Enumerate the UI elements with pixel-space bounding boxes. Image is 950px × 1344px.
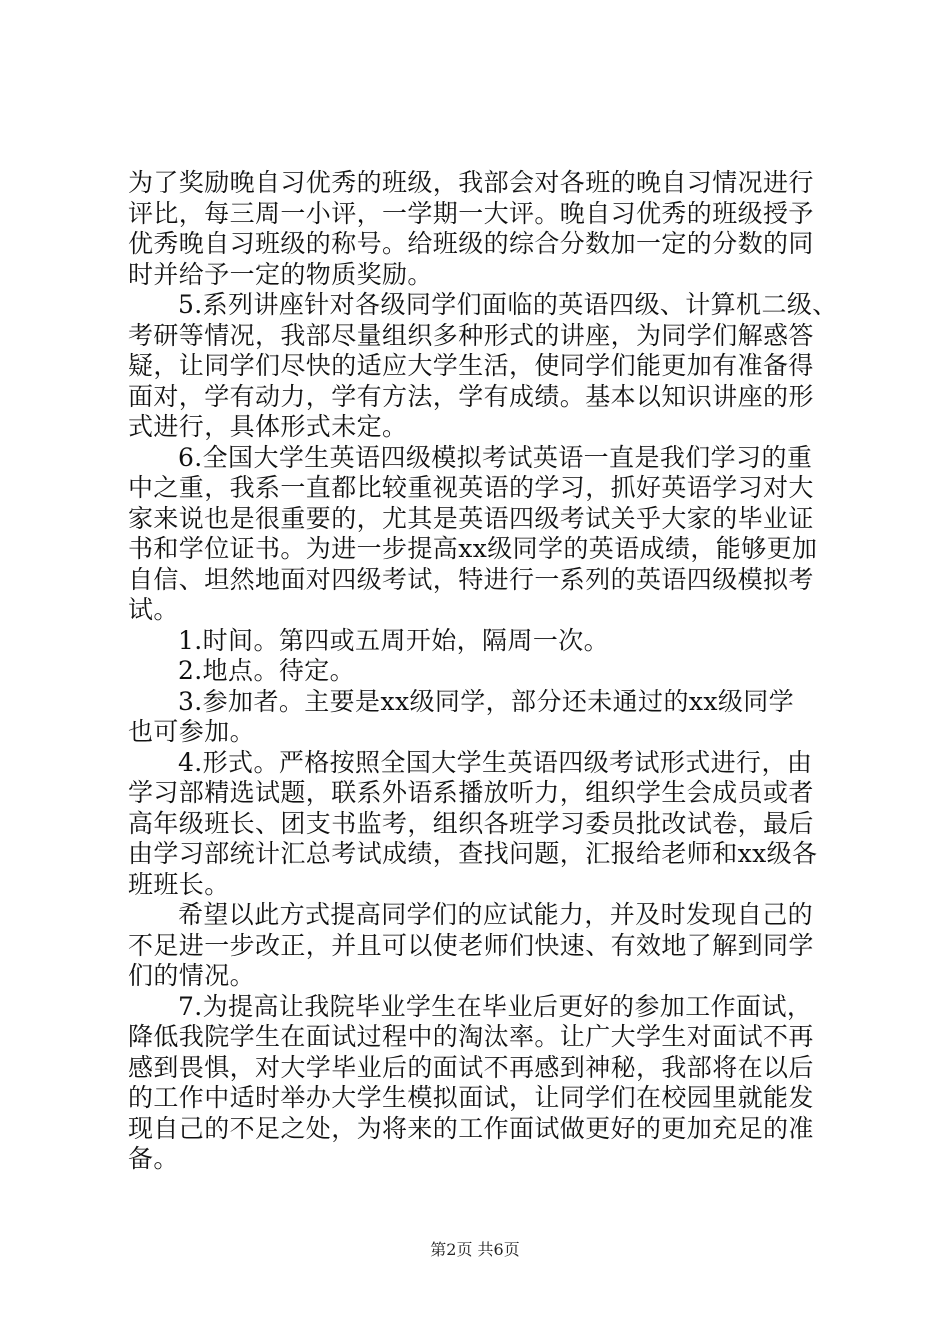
- text-line: 的工作中适时举办大学生模拟面试，让同学们在校园里就能发: [128, 1083, 814, 1112]
- text-line: 面对，学有动力，学有方法，学有成绩。基本以知识讲座的形: [128, 381, 814, 411]
- text-line: 由学习部统计汇总考试成绩，查找问题，汇报给老师和xx级各: [128, 839, 818, 868]
- text-line: 3.参加者。主要是xx级同学，部分还未通过的xx级同学: [178, 686, 795, 716]
- text-line: 6.全国大学生英语四级模拟考试英语一直是我们学习的重: [178, 442, 813, 472]
- text-line: 4.形式。严格按照全国大学生英语四级考试形式进行，由: [178, 747, 813, 777]
- text-line: 2.地点。待定。: [178, 656, 356, 685]
- text-line: 高年级班长、团支书监考，组织各班学习委员批改试卷，最后: [128, 808, 814, 838]
- text-line: 降低我院学生在面试过程中的淘汰率。让广大学生对面试不再: [128, 1022, 814, 1051]
- page-footer: 第2页 共6页: [430, 1240, 520, 1259]
- text-line: 1.时间。第四或五周开始，隔周一次。: [178, 625, 610, 655]
- text-line: 评比，每三周一小评，一学期一大评。晚自习优秀的班级授予: [128, 198, 814, 228]
- text-line: 优秀晚自习班级的称号。给班级的综合分数加一定的分数的同: [128, 229, 814, 258]
- text-line: 自信、坦然地面对四级考试，特进行一系列的英语四级模拟考: [128, 564, 814, 594]
- document-body: [128, 168, 838, 1175]
- text-line: 备。: [128, 1144, 179, 1173]
- text-line: 式进行，具体形式未定。: [128, 412, 408, 441]
- text-line: 疑，让同学们尽快的适应大学生活，使同学们能更加有准备得: [128, 351, 814, 380]
- text-line: 学习部精选试题，联系外语系播放听力，组织学生会成员或者: [128, 778, 814, 807]
- text-line: 感到畏惧，对大学毕业后的面试不再感到神秘，我部将在以后: [128, 1052, 814, 1082]
- text-line: 书和学位证书。为进一步提高xx级同学的英语成绩，能够更加: [128, 534, 818, 563]
- text-line: 现自己的不足之处，为将来的工作面试做更好的更加充足的准: [128, 1113, 814, 1143]
- text-line: 班班长。: [128, 869, 230, 899]
- text-line: 7.为提高让我院毕业学生在毕业后更好的参加工作面试，: [178, 991, 813, 1021]
- text-line: 也可参加。: [128, 717, 256, 746]
- text-line: 希望以此方式提高同学们的应试能力，并及时发现自己的: [178, 900, 814, 929]
- text-line: 考研等情况，我部尽量组织多种形式的讲座，为同学们解惑答: [128, 320, 814, 350]
- text-line: 时并给予一定的物质奖励。: [128, 259, 433, 289]
- text-line: 中之重，我系一直都比较重视英语的学习，抓好英语学习对大: [128, 473, 814, 502]
- text-line: 家来说也是很重要的，尤其是英语四级考试关乎大家的毕业证: [128, 503, 814, 533]
- text-line: 们的情况。: [128, 961, 256, 990]
- text-line: 试。: [128, 595, 179, 624]
- text-line: 不足进一步改正，并且可以使老师们快速、有效地了解到同学: [128, 930, 814, 960]
- text-line: 5.系列讲座针对各级同学们面临的英语四级、计算机二级、: [178, 290, 838, 319]
- text-line: 为了奖励晚自习优秀的班级，我部会对各班的晚自习情况进行: [128, 168, 814, 197]
